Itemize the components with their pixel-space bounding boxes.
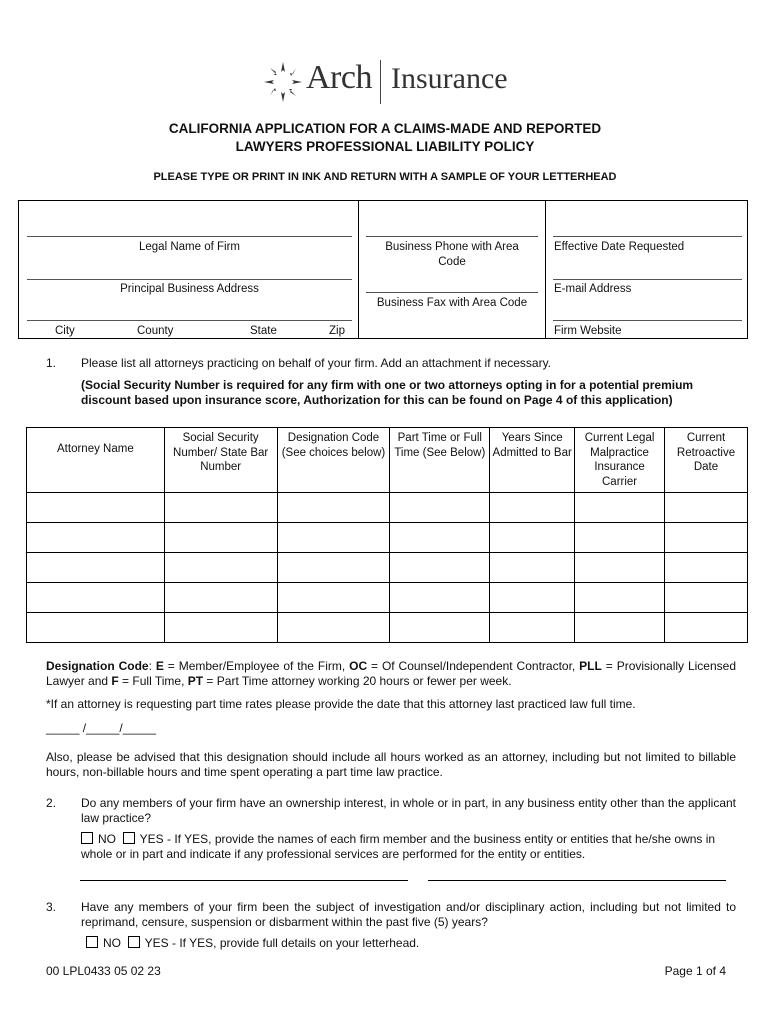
table-cell[interactable] bbox=[575, 553, 665, 583]
q2-yes-checkbox[interactable] bbox=[123, 832, 135, 844]
table-row bbox=[27, 583, 748, 613]
advisory-text: Also, please be advised that this designation should include all hours worked as an attorney, including but not limited to billable hours, non-billable hours and time spent operating a part time law practice. bbox=[46, 750, 736, 779]
date-last-full-time-field[interactable]: _____ /_____/_____ bbox=[46, 721, 157, 735]
business-fax-field[interactable] bbox=[366, 292, 538, 293]
q2-number: 2. bbox=[46, 796, 57, 810]
legal-name-label: Legal Name of Firm bbox=[139, 241, 240, 253]
page-title-line2: LAWYERS PROFESSIONAL LIABILITY POLICY bbox=[235, 139, 535, 154]
q2-no-label: NO bbox=[98, 832, 116, 846]
table-cell[interactable] bbox=[277, 583, 390, 613]
table-cell[interactable] bbox=[665, 493, 748, 523]
table-cell[interactable] bbox=[665, 583, 748, 613]
table-cell[interactable] bbox=[490, 613, 575, 643]
table-cell[interactable] bbox=[575, 583, 665, 613]
table-cell[interactable] bbox=[277, 523, 390, 553]
table-cell[interactable] bbox=[390, 553, 490, 583]
table-row bbox=[27, 493, 748, 523]
info-divider bbox=[545, 200, 546, 339]
attorney-table bbox=[26, 427, 748, 643]
table-cell[interactable] bbox=[390, 583, 490, 613]
logo-divider bbox=[380, 60, 381, 104]
q2-response-line[interactable] bbox=[428, 880, 726, 881]
table-cell[interactable] bbox=[27, 553, 165, 583]
q3-no-label: NO bbox=[103, 936, 121, 950]
city-county-state-zip-field[interactable] bbox=[27, 320, 352, 321]
instruction-text: PLEASE TYPE OR PRINT IN INK AND RETURN WITH A SAMPLE OF YOUR LETTERHEAD bbox=[153, 171, 617, 183]
col-header-attorney-name: Attorney Name bbox=[27, 428, 165, 493]
county-label: County bbox=[137, 325, 174, 337]
col-header-designation: Designation Code (See choices below) bbox=[277, 428, 390, 493]
table-row bbox=[27, 523, 748, 553]
q3-number: 3. bbox=[46, 900, 57, 914]
table-cell[interactable] bbox=[27, 613, 165, 643]
q3-yes-checkbox[interactable] bbox=[128, 936, 140, 948]
table-cell[interactable] bbox=[390, 613, 490, 643]
table-cell[interactable] bbox=[665, 523, 748, 553]
table-cell[interactable] bbox=[164, 523, 277, 553]
q1-text: Please list all attorneys practicing on behalf of your firm. Add an attachment if necessary. bbox=[81, 356, 552, 370]
q1-note: (Social Security Number is required for any firm with one or two attorneys opting in for a potential premium discount based upon insurance score, Authorization for this can be found on Page 4 of this application) bbox=[81, 378, 694, 407]
table-cell[interactable] bbox=[390, 523, 490, 553]
business-phone-label: Business Phone with Area bbox=[385, 241, 519, 253]
email-label: E-mail Address bbox=[554, 283, 632, 295]
website-field[interactable] bbox=[553, 320, 742, 321]
principal-address-field[interactable] bbox=[27, 279, 352, 280]
info-divider bbox=[358, 200, 359, 339]
table-cell[interactable] bbox=[164, 613, 277, 643]
q3-answer bbox=[86, 936, 736, 951]
table-cell[interactable] bbox=[575, 613, 665, 643]
legal-name-field[interactable] bbox=[27, 236, 352, 237]
col-header-part-full-time: Part Time or Full Time (See Below) bbox=[390, 428, 490, 493]
effective-date-field[interactable] bbox=[553, 236, 742, 237]
table-cell[interactable] bbox=[390, 493, 490, 523]
website-label: Firm Website bbox=[554, 325, 622, 337]
q2-yes-label: YES - If YES, provide the names of each firm member and the business entity or entities that he/she owns in whole or in part and indicate if any professional services are performed for the entity or entities. bbox=[81, 832, 716, 861]
effective-date-label: Effective Date Requested bbox=[554, 241, 685, 253]
table-cell[interactable] bbox=[164, 553, 277, 583]
col-header-retro-date: Current Retroactive Date bbox=[665, 428, 748, 493]
firm-info-box bbox=[18, 200, 748, 339]
table-cell[interactable] bbox=[277, 493, 390, 523]
designation-code-text: Designation Code: E = Member/Employee of the Firm, OC = Of Counsel/Independent Contractor, PLL = Provisionally Licensed Lawyer and F = Full Time, PT = Part Time attorney working 20 hours or fewer per week. bbox=[46, 659, 736, 688]
table-cell[interactable] bbox=[665, 553, 748, 583]
table-cell[interactable] bbox=[27, 523, 165, 553]
col-header-ssn: Social Security Number/ State Bar Number bbox=[164, 428, 277, 493]
table-cell[interactable] bbox=[27, 583, 165, 613]
business-phone-label-2: Code bbox=[438, 256, 466, 268]
principal-address-label: Principal Business Address bbox=[120, 283, 259, 295]
page-number: Page 1 of 4 bbox=[664, 964, 726, 978]
logo-brand: Arch bbox=[306, 59, 372, 96]
q3-text: Have any members of your firm been the subject of investigation and/or disciplinary action, including but not limited to reprimand, censure, suspension or disbarment within the past five (5) years? bbox=[81, 900, 736, 929]
col-header-years-admitted: Years Since Admitted to Bar bbox=[490, 428, 575, 493]
table-cell[interactable] bbox=[575, 493, 665, 523]
logo-product: Insurance bbox=[391, 62, 508, 95]
part-time-note: *If an attorney is requesting part time rates please provide the date that this attorney last practiced law full time. bbox=[46, 697, 636, 711]
q3-no-checkbox[interactable] bbox=[86, 936, 98, 948]
table-cell[interactable] bbox=[164, 493, 277, 523]
table-cell[interactable] bbox=[490, 493, 575, 523]
table-cell[interactable] bbox=[490, 583, 575, 613]
col-header-insurance-carrier: Current Legal Malpractice Insurance Carrier bbox=[575, 428, 665, 493]
zip-label: Zip bbox=[329, 325, 345, 337]
form-number: 00 LPL0433 05 02 23 bbox=[46, 964, 161, 978]
q2-text: Do any members of your firm have an ownership interest, in whole or in part, in any business entity other than the applicant law practice? bbox=[81, 796, 736, 825]
table-cell[interactable] bbox=[27, 493, 165, 523]
table-row bbox=[27, 613, 748, 643]
table-cell[interactable] bbox=[277, 553, 390, 583]
q1-number: 1. bbox=[46, 356, 57, 370]
table-cell[interactable] bbox=[277, 613, 390, 643]
arch-star-logo-icon bbox=[262, 60, 304, 104]
city-label: City bbox=[55, 325, 75, 337]
q2-no-checkbox[interactable] bbox=[81, 832, 93, 844]
table-cell[interactable] bbox=[490, 553, 575, 583]
table-row bbox=[27, 553, 748, 583]
table-cell[interactable] bbox=[575, 523, 665, 553]
table-cell[interactable] bbox=[490, 523, 575, 553]
page-title-line1: CALIFORNIA APPLICATION FOR A CLAIMS-MADE AND REPORTED bbox=[168, 121, 602, 136]
business-fax-label: Business Fax with Area Code bbox=[376, 297, 528, 309]
q2-answer bbox=[81, 832, 736, 861]
state-label: State bbox=[250, 325, 277, 337]
table-cell[interactable] bbox=[665, 613, 748, 643]
q2-response-line[interactable] bbox=[80, 880, 408, 881]
q3-yes-label: YES - If YES, provide full details on your letterhead. bbox=[144, 936, 420, 950]
table-cell[interactable] bbox=[164, 583, 277, 613]
email-field[interactable] bbox=[553, 279, 742, 280]
business-phone-field[interactable] bbox=[366, 236, 538, 237]
